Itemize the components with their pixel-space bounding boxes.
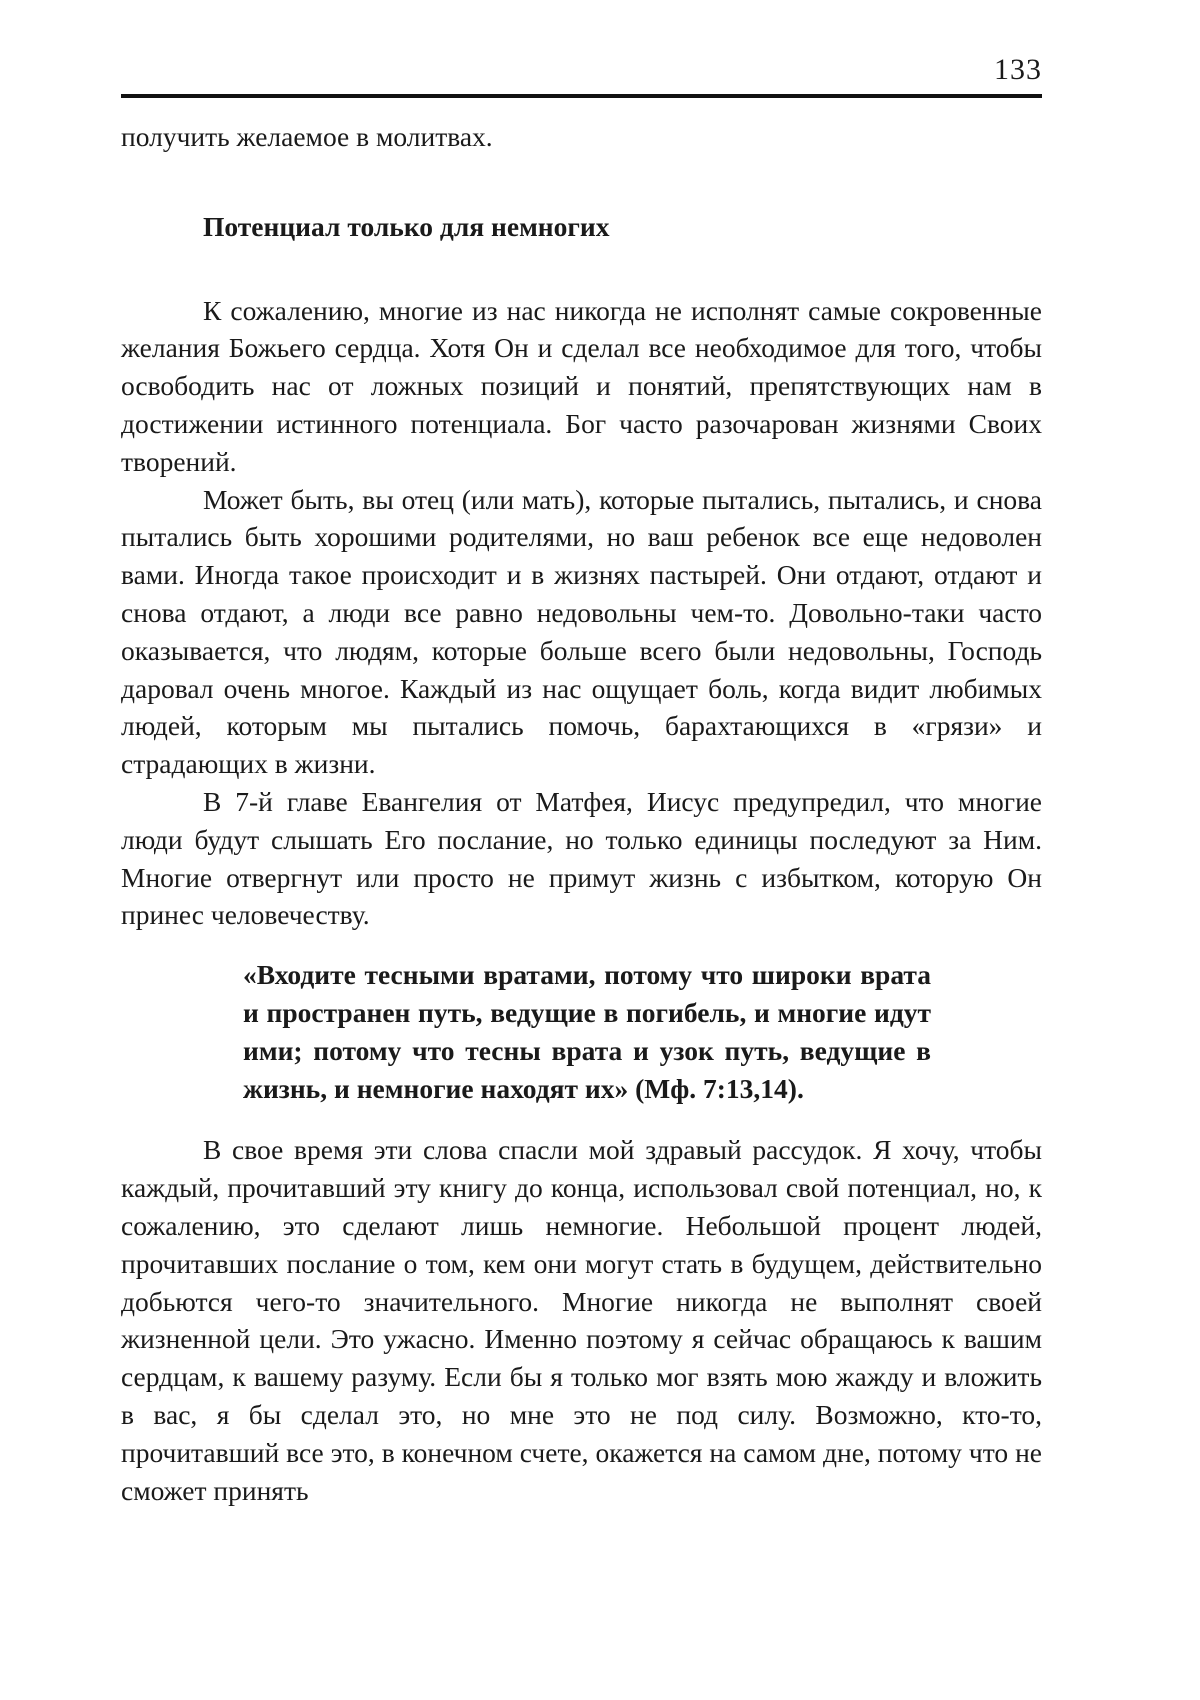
header-rule xyxy=(121,94,1042,98)
section-heading: Потенциал только для немногих xyxy=(203,210,610,242)
paragraph-1: К сожалению, многие из нас никогда не исполнят самые сокровенные желания Божьего сердца. Хотя Он и сделал все необходимое для того, чтобы освободить нас от ложных позиций и понятий, препятствующих нам в достижении истинного потенциала. Бог часто разочарован жизнями Своих творений. xyxy=(121,294,1042,477)
paragraph-4: В свое время эти слова спасли мой здравый рассудок. Я хочу, чтобы каждый, прочитавший эту книгу до конца, использовал свой потенциал, но, к сожалению, это сделают лишь немногие. Небольшой процент людей, прочитавших послание о том, кем они могут стать в будущем, действительно добьются чего-то значительного. Многие никогда не выполнят своей жизненной цели. Это ужасно. Именно поэтому я сейчас обращаюсь к вашим сердцам, к вашему разуму. Если бы я только мог взять мою жажду и вложить в вас, я бы сделал это, но мне это не под силу. Возможно, кто-то, прочитавший все это, в конечном счете, окажется на самом дне, потому что не сможет принять xyxy=(121,1134,1042,1506)
continuation-line: получить желаемое в молитвах. xyxy=(121,121,493,152)
page-number: 133 xyxy=(994,53,1042,86)
paragraph-3: В 7-й главе Евангелия от Матфея, Иисус предупредил, что многие люди будут слышать Его послание, но только единицы последуют за Ним. Многие отвергнут или просто не примут жизнь с избытком, которую Он принес человечеству. xyxy=(121,785,1042,931)
page-body xyxy=(121,118,1042,1509)
scripture-quote: «Входите тесными вратами, потому что широки врата и пространен путь, ведущие в погибель, и многие идут ими; потому что тесны врата и узок путь, ведущие в жизнь, и немногие находят их» (Мф. 7:13,14). xyxy=(243,959,931,1104)
paragraph-2: Может быть, вы отец (или мать), которые пытались, пытались, и снова пытались быть хорошими родителями, но ваш ребенок все еще недоволен вами. Иногда такое происходит и в жизнях пастырей. Они отдают, отдают и снова отдают, а люди все равно недовольны чем-то. Довольно-таки часто оказывается, что людям, которые больше всего были недовольны, Господь даровал очень многое. Каждый из нас ощущает боль, когда видит любимых людей, которым мы пытались помочь, барахтающихся в «грязи» и страдающих в жизни. xyxy=(121,483,1042,780)
